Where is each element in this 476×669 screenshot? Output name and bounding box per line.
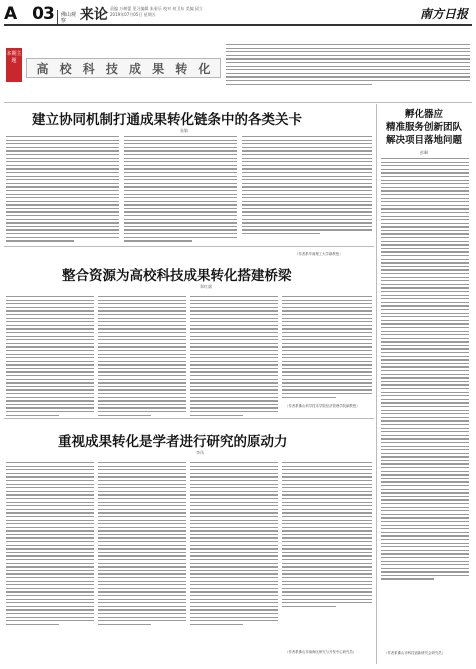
page-number: A 03 — [4, 4, 54, 24]
article3-column-3 — [190, 462, 278, 627]
editor-credits — [110, 6, 270, 18]
article3-byline: 李凤 — [196, 450, 204, 455]
theme-char: 高 — [36, 61, 49, 76]
sidebar-headline — [380, 108, 468, 147]
sidebar-byline: 彭琳 — [420, 150, 428, 155]
theme-badge: 本期主题 — [6, 48, 22, 82]
section-divider — [4, 246, 374, 247]
masthead — [4, 4, 472, 26]
article2-author-note: （作者系佛山科学技术学院经济管理学院副教授） — [285, 404, 360, 408]
article1-headline: 建立协同机制打通成果转化链条中的各类关卡 — [32, 112, 302, 128]
newspaper-logo: 南方日报 — [419, 7, 468, 21]
section-name: 佛山观察 — [60, 12, 76, 24]
theme-char: 科 — [82, 61, 95, 76]
article1-column-3 — [242, 136, 372, 237]
article3-author-note: （作者系佛山市南海区研究与开发中心研究员） — [285, 650, 357, 654]
theme-char: 技 — [105, 61, 118, 76]
editor-line: 责编 万树蕾 见习编辑 朱垂乐 校对 何卫东 美编 邱立 — [110, 6, 203, 11]
article3-column-2 — [98, 462, 186, 627]
sidebar-headline-line: 孵化器应 — [404, 109, 443, 120]
article2-headline: 整合资源为高校科技成果转化搭建桥梁 — [62, 268, 292, 284]
section-divider — [4, 102, 472, 103]
theme-title — [26, 58, 221, 78]
divider — [57, 10, 58, 24]
article1-byline: 朱敏 — [180, 128, 188, 133]
article2-column-1 — [6, 296, 94, 418]
article1-column-1 — [6, 136, 119, 244]
theme-char: 转 — [175, 61, 188, 76]
intro-paragraph — [226, 44, 470, 100]
article3-headline: 重视成果转化是学者进行研究的原动力 — [58, 434, 288, 450]
article2-column-2 — [98, 296, 186, 418]
article2-column-3 — [190, 296, 278, 418]
theme-char: 成 — [129, 61, 142, 76]
article1-author-note: （作者系华南理工大学副教授） — [295, 252, 343, 256]
column-name: 来论 — [79, 7, 108, 23]
sidebar-headline-line: 精准服务创新团队 — [385, 122, 462, 133]
article3-column-1 — [6, 462, 94, 627]
sidebar-body — [381, 158, 469, 582]
article1-column-2 — [124, 136, 237, 244]
date-line: 2019年07月05日 星期五 — [110, 12, 156, 17]
article2-byline: 郑红斌 — [200, 284, 212, 289]
theme-banner — [6, 40, 221, 95]
article3-column-4 — [282, 462, 372, 609]
section-divider — [4, 418, 374, 419]
theme-char: 果 — [152, 61, 165, 76]
theme-char: 化 — [198, 61, 211, 76]
sidebar-headline-line: 解决项目落地问题 — [385, 135, 462, 146]
sidebar-author-note: （作者系佛山市科技创新研究会研究员） — [384, 651, 446, 655]
article2-column-4 — [282, 296, 372, 400]
page-label — [4, 4, 108, 24]
sidebar-divider — [376, 104, 377, 664]
theme-char: 校 — [59, 61, 72, 76]
